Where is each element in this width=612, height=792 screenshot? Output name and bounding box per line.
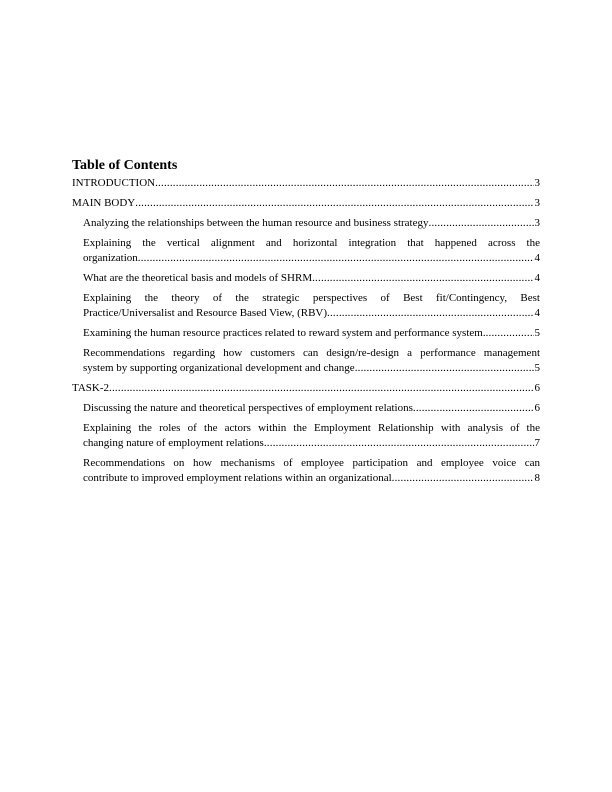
- toc-leader-dots: [413, 401, 534, 416]
- toc-leader-dots: [355, 361, 534, 376]
- table-of-contents: [72, 176, 540, 491]
- toc-page-number: 5: [534, 327, 540, 339]
- toc-entry-line: [83, 361, 540, 376]
- toc-entry-line: [83, 216, 540, 231]
- toc-leader-dots: [264, 436, 534, 451]
- toc-entry-line: [72, 381, 540, 396]
- toc-leader-dots: [392, 471, 534, 486]
- toc-entry-label: TASK-2: [72, 382, 110, 394]
- toc-entry-label-wrapped: Recommendations on how mechanisms of employee participation and employee voice can: [83, 457, 540, 469]
- toc-entry-label: Analyzing the relationships between the human resource and business strategy: [83, 217, 429, 229]
- toc-entry-strategic-perspectives[interactable]: [83, 291, 540, 321]
- toc-leader-dots: [135, 196, 533, 211]
- toc-page-number: 6: [534, 382, 540, 394]
- toc-entry-reward-system[interactable]: [83, 326, 540, 341]
- toc-entry-line: [72, 196, 540, 211]
- toc-leader-dots: [327, 306, 533, 321]
- toc-leader-dots: [155, 176, 533, 191]
- toc-title: Table of Contents: [72, 158, 178, 173]
- toc-entry-label: contribute to improved employment relations within an organizational: [83, 472, 392, 484]
- toc-entry-label-wrapped: Recommendations regarding how customers can design/re-design a performance management: [83, 347, 540, 359]
- toc-page-number: 4: [534, 272, 540, 284]
- toc-entry-label: INTRODUCTION: [72, 177, 156, 189]
- toc-leader-dots: [429, 216, 534, 231]
- toc-page-number: 3: [534, 217, 540, 229]
- toc-entry-main-body[interactable]: [72, 196, 540, 211]
- toc-entry-label: Discussing the nature and theoretical perspectives of employment relations: [83, 402, 413, 414]
- toc-entry-label-wrapped: Explaining the theory of the strategic perspectives of Best fit/Contingency, Best: [83, 292, 540, 304]
- toc-entry-label: Practice/Universalist and Resource Based View, (RBV): [83, 307, 328, 319]
- toc-entry-line: [83, 436, 540, 451]
- toc-leader-dots: [109, 381, 533, 396]
- toc-entry-employee-voice[interactable]: [83, 456, 540, 486]
- toc-entry-line: [83, 326, 540, 341]
- toc-page-number: 4: [534, 252, 540, 264]
- toc-leader-dots: [486, 326, 534, 341]
- toc-entry-actors-roles[interactable]: [83, 421, 540, 451]
- toc-page-number: 4: [534, 307, 540, 319]
- toc-entry-line: [83, 471, 540, 486]
- toc-leader-dots: [312, 271, 533, 286]
- toc-page-number: 3: [534, 197, 540, 209]
- toc-page-number: 6: [534, 402, 540, 414]
- toc-entry-label: What are the theoretical basis and models of SHRM: [83, 272, 313, 284]
- toc-leader-dots: [138, 251, 534, 266]
- toc-entry-hr-business-strategy[interactable]: [83, 216, 540, 231]
- toc-entry-label: system by supporting organizational development and change: [83, 362, 355, 374]
- toc-page-number: 8: [534, 472, 540, 484]
- toc-entry-label: MAIN BODY: [72, 197, 136, 209]
- toc-entry-performance-management[interactable]: [83, 346, 540, 376]
- toc-page-number: 5: [534, 362, 540, 374]
- toc-entry-line: [83, 401, 540, 416]
- toc-entry-line: [83, 251, 540, 266]
- toc-entry-line: [83, 306, 540, 321]
- toc-entry-task-2[interactable]: [72, 381, 540, 396]
- toc-entry-label-wrapped: Explaining the vertical alignment and horizontal integration that happened across the: [83, 237, 540, 249]
- toc-entry-line: [72, 176, 540, 191]
- toc-entry-label: changing nature of employment relations: [83, 437, 264, 449]
- toc-entry-line: [83, 271, 540, 286]
- toc-entry-vertical-alignment[interactable]: [83, 236, 540, 266]
- toc-page-number: 3: [534, 177, 540, 189]
- toc-entry-label-wrapped: Explaining the roles of the actors within the Employment Relationship with analysis of the: [83, 422, 540, 434]
- toc-entry-shrm-models[interactable]: [83, 271, 540, 286]
- toc-entry-label: Examining the human resource practices related to reward system and performance system.: [83, 327, 486, 339]
- toc-entry-introduction[interactable]: [72, 176, 540, 191]
- toc-entry-label: organization: [83, 252, 138, 264]
- toc-page-number: 7: [534, 437, 540, 449]
- toc-entry-employment-relations-nature[interactable]: [83, 401, 540, 416]
